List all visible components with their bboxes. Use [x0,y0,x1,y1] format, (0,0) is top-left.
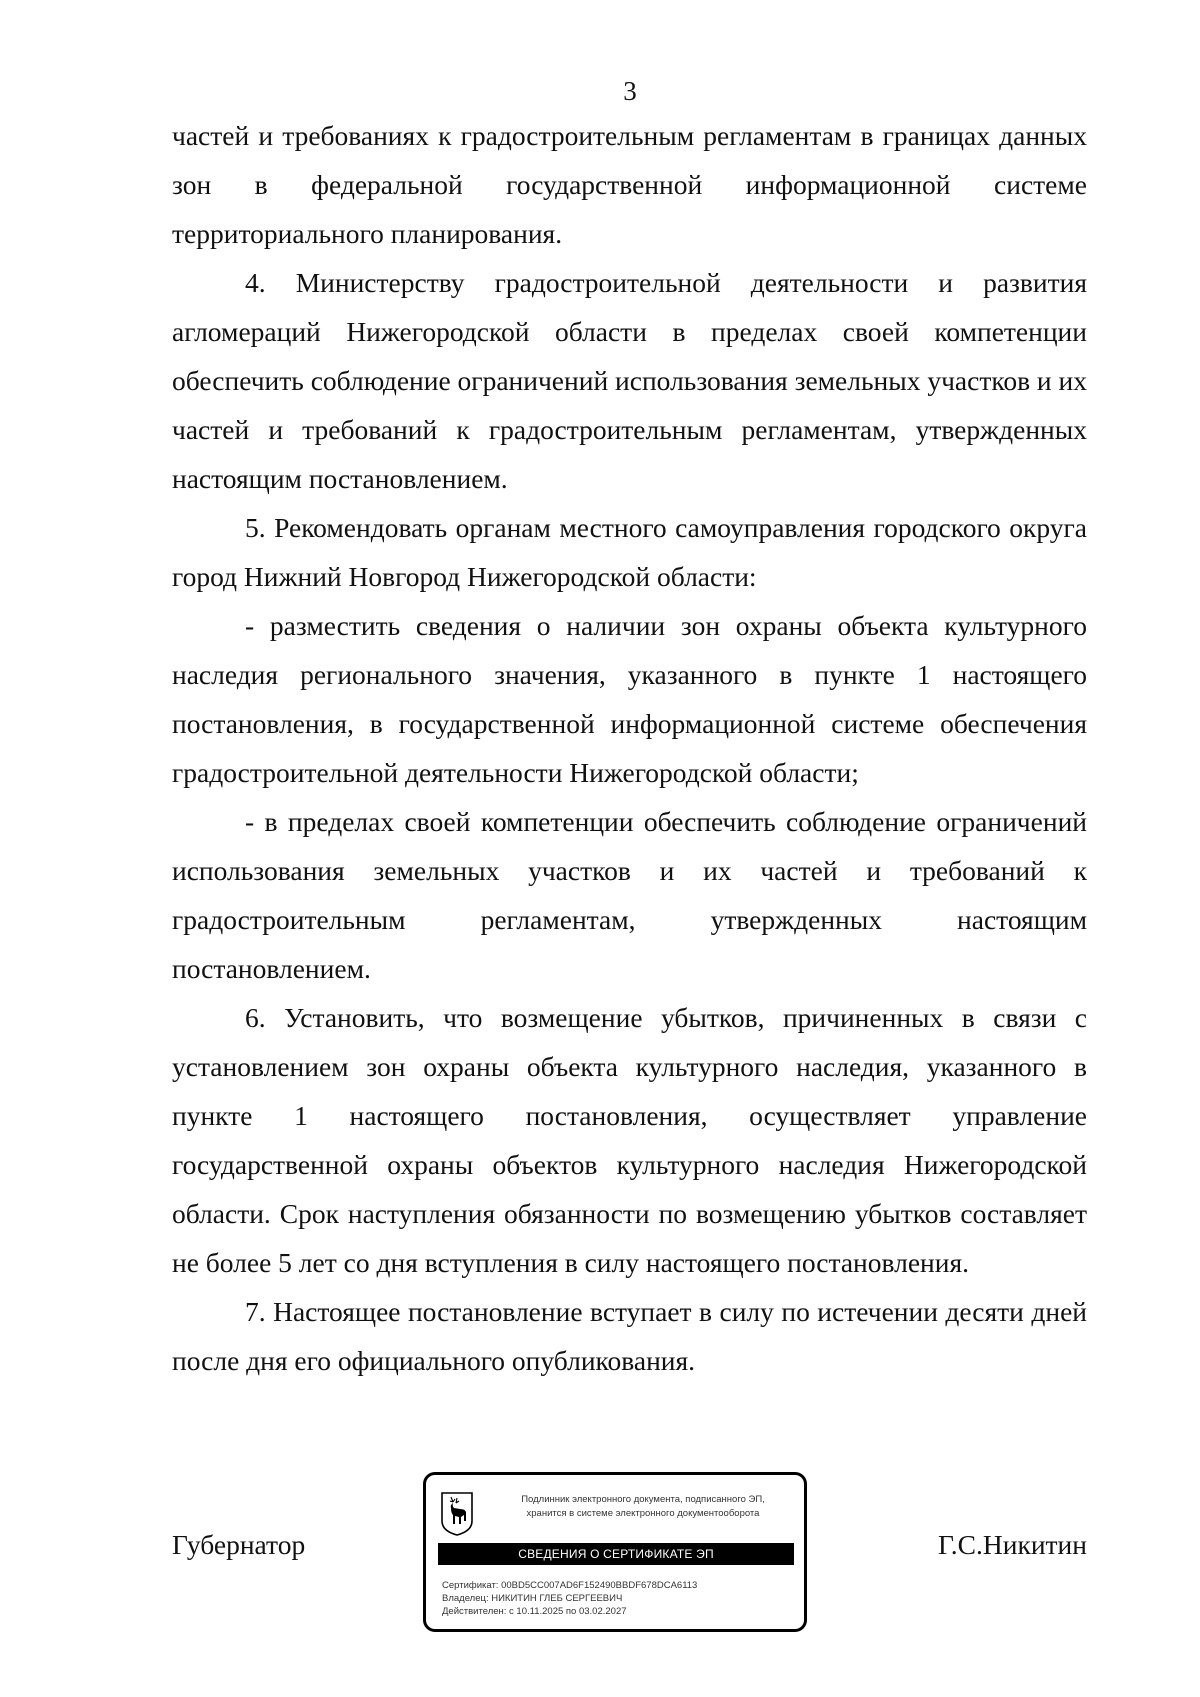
paragraph-item-4: 4. Министерству градостроительной деятельности и развития агломераций Нижегородской области в пределах своей компетенции обеспечить соблюдение ограничений использования земельных участков и их частей и требований к градостроительным регламентам, утвержденных настоящим постановлением. [172,267,1087,494]
paragraph-continuation: частей и требованиях к градостроительным регламентам в границах данных зон в федеральной государственной информационной системе территориального планирования. [172,120,1087,249]
paragraph-item-7: 7. Настоящее постановление вступает в силу по истечении десяти дней после дня его официального опубликования. [172,1296,1087,1376]
paragraph-item-5-bullet-1: - разместить сведения о наличии зон охраны объекта культурного наследия регионального значения, указанного в пункте 1 настоящего постановления, в государственной информационной системе обеспечения градостроительной деятельности Нижегородской области; [172,610,1087,788]
paragraph-item-5: 5. Рекомендовать органам местного самоуправления городского округа город Нижний Новгород Нижегородской области: [172,512,1087,592]
certificate-info-title: СВЕДЕНИЯ О СЕРТИФИКАТЕ ЭП [438,1543,794,1565]
signatory-position: Губернатор [172,1529,306,1560]
paragraph-item-5-bullet-2: - в пределах своей компетенции обеспечить соблюдение ограничений использования земельных участков и их частей и требований к градостроительным регламентам, утвержденных настоящим постановлением. [172,806,1087,984]
certificate-details [442,1579,798,1618]
stamp-header-line-2: хранится в системе электронного документооборота [526,1508,760,1519]
document-body [172,111,1087,1385]
signatory-name: Г.С.Никитин [938,1529,1087,1560]
electronic-signature-stamp [423,1472,807,1632]
stamp-header-line-1: Подлинник электронного документа, подписанного ЭП, [521,1494,765,1505]
certificate-number: Сертификат: 00BD5CC007AD6F152490BBDF678DCA6113 [442,1580,698,1591]
certificate-validity: Действителен: с 10.11.2025 по 03.02.2027 [442,1606,627,1617]
certificate-owner: Владелец: НИКИТИН ГЛЕБ СЕРГЕЕВИЧ [442,1593,623,1604]
paragraph-item-6: 6. Установить, что возмещение убытков, причиненных в связи с установлением зон охраны объекта культурного наследия, указанного в пункте 1 настоящего постановления, осуществляет управление государственной охраны объектов культурного наследия Нижегородской области. Срок наступления обязанности по возмещению убытков составляет не более 5 лет со дня вступления в силу настоящего постановления. [172,1002,1087,1278]
nizhny-novgorod-deer-emblem-icon [440,1491,474,1537]
stamp-header [488,1493,798,1521]
page-number: 3 [623,76,637,106]
